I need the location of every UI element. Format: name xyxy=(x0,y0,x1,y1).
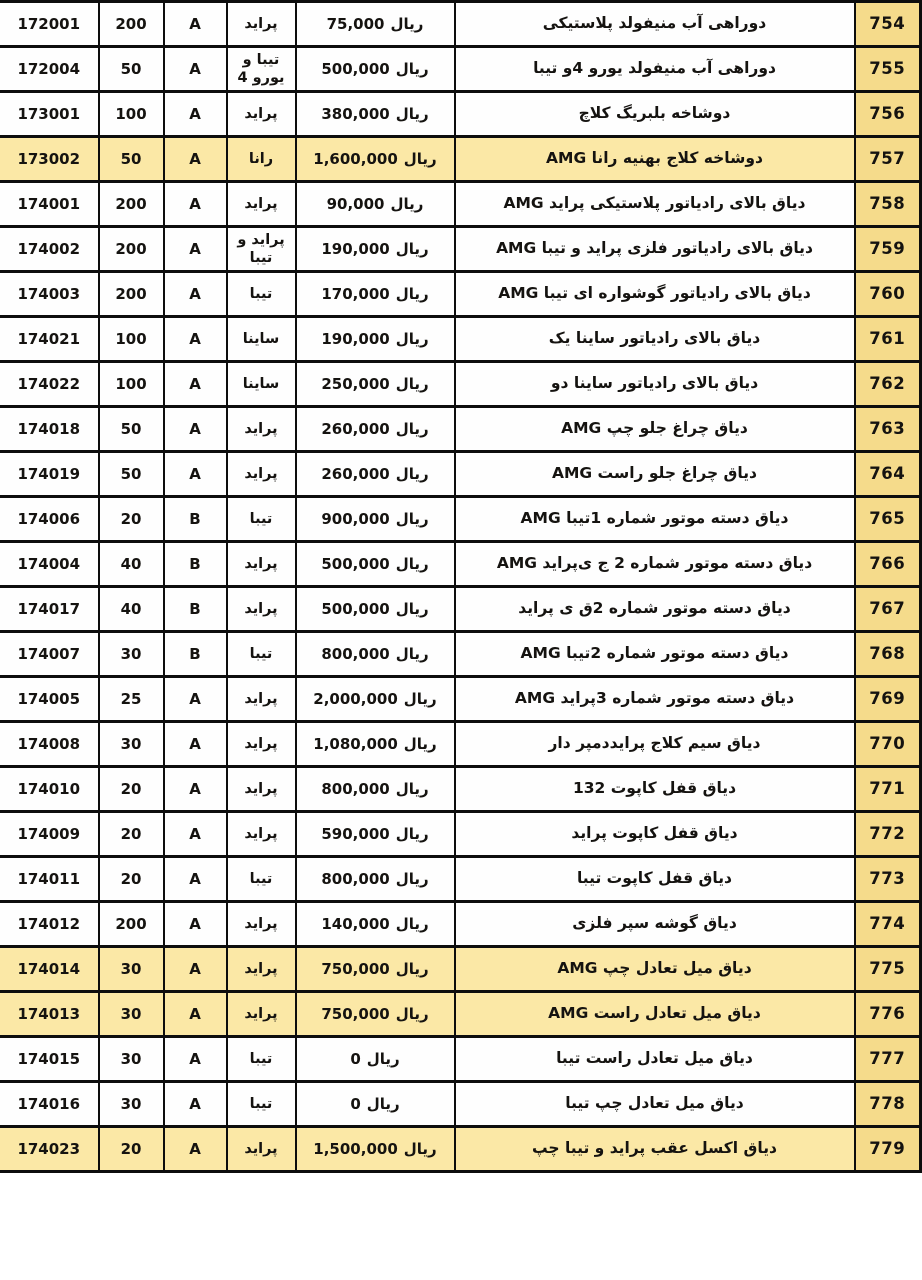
quantity-cell: 100 xyxy=(99,362,164,407)
product-description-cell: دیاق بالای رادیاتور ساینا یک xyxy=(455,317,855,362)
grade-cell: A xyxy=(164,362,227,407)
grade-cell: A xyxy=(164,317,227,362)
price-cell xyxy=(296,1037,455,1082)
currency-label: ریال xyxy=(395,509,429,528)
currency-label: ریال xyxy=(403,734,437,753)
product-description-cell: دیاق اکسل عقب پراید و تیبا چپ xyxy=(455,1127,855,1172)
grade-cell: B xyxy=(164,587,227,632)
currency-label: ریال xyxy=(403,689,437,708)
price-amount: 250,000 xyxy=(321,374,390,393)
product-description-cell: دیاق قفل کاپوت پراید xyxy=(455,812,855,857)
price-amount: 500,000 xyxy=(321,59,390,78)
car-model-cell: پراید xyxy=(227,767,296,812)
row-number-cell: 762 xyxy=(855,362,921,407)
quantity-cell: 30 xyxy=(99,1082,164,1127)
table-row xyxy=(0,767,921,812)
quantity-cell: 200 xyxy=(99,182,164,227)
price-cell xyxy=(296,587,455,632)
quantity-cell: 20 xyxy=(99,812,164,857)
product-description-cell: دیاق بالای رادیاتور گوشواره ای تیبا AMG xyxy=(455,272,855,317)
car-model-cell: تیبا xyxy=(227,497,296,542)
table-row xyxy=(0,1127,921,1172)
currency-label: ریال xyxy=(395,464,429,483)
table-row xyxy=(0,2,921,47)
quantity-cell: 50 xyxy=(99,452,164,497)
row-number-cell: 776 xyxy=(855,992,921,1037)
row-number-cell: 761 xyxy=(855,317,921,362)
product-code-cell: 172001 xyxy=(0,2,99,47)
product-code-cell: 174016 xyxy=(0,1082,99,1127)
price-cell xyxy=(296,812,455,857)
product-description-cell: دیاق دسته موتور شماره 2تیبا AMG xyxy=(455,632,855,677)
quantity-cell: 50 xyxy=(99,47,164,92)
product-code-cell: 173001 xyxy=(0,92,99,137)
price-amount: 500,000 xyxy=(321,554,390,573)
car-model-cell: تیبا xyxy=(227,272,296,317)
price-amount: 800,000 xyxy=(321,779,390,798)
table-row xyxy=(0,812,921,857)
product-code-cell: 174002 xyxy=(0,227,99,272)
price-cell xyxy=(296,902,455,947)
table-row xyxy=(0,1037,921,1082)
quantity-cell: 200 xyxy=(99,272,164,317)
currency-label: ریال xyxy=(395,644,429,663)
table-row xyxy=(0,272,921,317)
grade-cell: A xyxy=(164,137,227,182)
table-row xyxy=(0,47,921,92)
price-amount: 1,080,000 xyxy=(313,734,398,753)
currency-label: ریال xyxy=(395,284,429,303)
grade-cell: A xyxy=(164,452,227,497)
price-amount: 260,000 xyxy=(321,464,390,483)
currency-label: ریال xyxy=(403,1139,437,1158)
price-cell xyxy=(296,542,455,587)
currency-label: ریال xyxy=(395,1004,429,1023)
grade-cell: A xyxy=(164,272,227,317)
car-model-cell: تیبا xyxy=(227,632,296,677)
grade-cell: A xyxy=(164,857,227,902)
quantity-cell: 30 xyxy=(99,947,164,992)
product-code-cell: 174012 xyxy=(0,902,99,947)
price-cell xyxy=(296,47,455,92)
row-number-cell: 767 xyxy=(855,587,921,632)
table-row xyxy=(0,1082,921,1127)
car-model-cell: پراید xyxy=(227,902,296,947)
quantity-cell: 20 xyxy=(99,497,164,542)
product-code-cell: 174008 xyxy=(0,722,99,767)
product-description-cell: دوشاخه بلبریگ کلاچ xyxy=(455,92,855,137)
quantity-cell: 40 xyxy=(99,542,164,587)
car-model-cell: ساینا xyxy=(227,317,296,362)
grade-cell: A xyxy=(164,722,227,767)
product-code-cell: 174011 xyxy=(0,857,99,902)
row-number-cell: 770 xyxy=(855,722,921,767)
row-number-cell: 778 xyxy=(855,1082,921,1127)
currency-label: ریال xyxy=(395,374,429,393)
row-number-cell: 772 xyxy=(855,812,921,857)
car-model-cell: پراید xyxy=(227,407,296,452)
quantity-cell: 50 xyxy=(99,407,164,452)
row-number-cell: 774 xyxy=(855,902,921,947)
price-amount: 90,000 xyxy=(326,194,385,213)
row-number-cell: 763 xyxy=(855,407,921,452)
currency-label: ریال xyxy=(395,59,429,78)
currency-label: ریال xyxy=(395,554,429,573)
car-model-cell: تیبا xyxy=(227,857,296,902)
product-description-cell: دوشاخه کلاج بهنیه رانا AMG xyxy=(455,137,855,182)
product-code-cell: 174018 xyxy=(0,407,99,452)
grade-cell: B xyxy=(164,632,227,677)
product-description-cell: دیاق سیم کلاج پرایددمپر دار xyxy=(455,722,855,767)
price-amount: 190,000 xyxy=(321,329,390,348)
price-cell xyxy=(296,92,455,137)
grade-cell: A xyxy=(164,677,227,722)
product-description-cell: دوراهی آب منیفولد یورو 4و تیبا xyxy=(455,47,855,92)
price-amount: 1,600,000 xyxy=(313,149,398,168)
row-number-cell: 768 xyxy=(855,632,921,677)
price-cell xyxy=(296,947,455,992)
table-row xyxy=(0,362,921,407)
quantity-cell: 200 xyxy=(99,902,164,947)
price-amount: 170,000 xyxy=(321,284,390,303)
grade-cell: A xyxy=(164,992,227,1037)
product-code-cell: 174009 xyxy=(0,812,99,857)
currency-label: ریال xyxy=(403,149,437,168)
table-row xyxy=(0,542,921,587)
table-row xyxy=(0,902,921,947)
car-model-cell: پراید xyxy=(227,1127,296,1172)
price-amount: 0 xyxy=(350,1049,361,1068)
price-cell xyxy=(296,2,455,47)
product-description-cell: دیاق بالای رادیاتور ساینا دو xyxy=(455,362,855,407)
product-code-cell: 174015 xyxy=(0,1037,99,1082)
price-amount: 750,000 xyxy=(321,959,390,978)
currency-label: ریال xyxy=(395,869,429,888)
car-model-cell: تیبا xyxy=(227,1037,296,1082)
quantity-cell: 100 xyxy=(99,92,164,137)
table-row xyxy=(0,857,921,902)
table-row xyxy=(0,587,921,632)
table-body xyxy=(0,2,921,1172)
row-number-cell: 773 xyxy=(855,857,921,902)
product-code-cell: 174023 xyxy=(0,1127,99,1172)
quantity-cell: 50 xyxy=(99,137,164,182)
product-description-cell: دیاق قفل کاپوت تیبا xyxy=(455,857,855,902)
grade-cell: A xyxy=(164,47,227,92)
table-row xyxy=(0,632,921,677)
grade-cell: A xyxy=(164,1037,227,1082)
grade-cell: A xyxy=(164,407,227,452)
quantity-cell: 200 xyxy=(99,227,164,272)
product-code-cell: 173002 xyxy=(0,137,99,182)
car-model-cell: پراید xyxy=(227,182,296,227)
table-row xyxy=(0,992,921,1037)
quantity-cell: 20 xyxy=(99,767,164,812)
price-amount: 2,000,000 xyxy=(313,689,398,708)
price-cell xyxy=(296,677,455,722)
product-description-cell: دیاق چراغ جلو راست AMG xyxy=(455,452,855,497)
quantity-cell: 20 xyxy=(99,857,164,902)
currency-label: ریال xyxy=(395,104,429,123)
product-description-cell: دیاق میل تعادل چپ AMG xyxy=(455,947,855,992)
grade-cell: A xyxy=(164,902,227,947)
row-number-cell: 759 xyxy=(855,227,921,272)
product-code-cell: 174017 xyxy=(0,587,99,632)
row-number-cell: 777 xyxy=(855,1037,921,1082)
currency-label: ریال xyxy=(366,1049,400,1068)
price-cell xyxy=(296,1127,455,1172)
price-amount: 75,000 xyxy=(326,14,385,33)
grade-cell: A xyxy=(164,1082,227,1127)
car-model-cell: پراید xyxy=(227,812,296,857)
price-amount: 800,000 xyxy=(321,644,390,663)
quantity-cell: 30 xyxy=(99,632,164,677)
car-model-cell: پراید xyxy=(227,722,296,767)
table-row xyxy=(0,317,921,362)
product-description-cell: دیاق دسته موتور شماره 1تیبا AMG xyxy=(455,497,855,542)
price-cell xyxy=(296,362,455,407)
product-code-cell: 174006 xyxy=(0,497,99,542)
row-number-cell: 756 xyxy=(855,92,921,137)
grade-cell: A xyxy=(164,767,227,812)
product-code-cell: 174019 xyxy=(0,452,99,497)
table-row xyxy=(0,92,921,137)
product-description-cell: دیاق میل تعادل چپ تیبا xyxy=(455,1082,855,1127)
price-cell xyxy=(296,317,455,362)
row-number-cell: 758 xyxy=(855,182,921,227)
row-number-cell: 754 xyxy=(855,2,921,47)
price-cell xyxy=(296,272,455,317)
currency-label: ریال xyxy=(390,14,424,33)
product-code-cell: 174004 xyxy=(0,542,99,587)
product-description-cell: دیاق گوشه سپر فلزی xyxy=(455,902,855,947)
table-row xyxy=(0,722,921,767)
currency-label: ریال xyxy=(395,599,429,618)
table-row xyxy=(0,182,921,227)
product-description-cell: دیاق دسته موتور شماره 2 ج ی‌پراید AMG xyxy=(455,542,855,587)
product-description-cell: دیاق چراغ جلو چپ AMG xyxy=(455,407,855,452)
price-cell xyxy=(296,632,455,677)
product-description-cell: دیاق میل تعادل راست AMG xyxy=(455,992,855,1037)
row-number-cell: 779 xyxy=(855,1127,921,1172)
car-model-cell: پراید xyxy=(227,92,296,137)
table-row xyxy=(0,407,921,452)
row-number-cell: 769 xyxy=(855,677,921,722)
product-code-cell: 174003 xyxy=(0,272,99,317)
price-amount: 750,000 xyxy=(321,1004,390,1023)
quantity-cell: 25 xyxy=(99,677,164,722)
quantity-cell: 40 xyxy=(99,587,164,632)
price-cell xyxy=(296,227,455,272)
grade-cell: A xyxy=(164,227,227,272)
currency-label: ریال xyxy=(395,779,429,798)
quantity-cell: 20 xyxy=(99,1127,164,1172)
currency-label: ریال xyxy=(395,959,429,978)
product-description-cell: دیاق دسته موتور شماره 3پراید AMG xyxy=(455,677,855,722)
car-model-cell: تیبا و یورو 4 xyxy=(227,47,296,92)
row-number-cell: 766 xyxy=(855,542,921,587)
product-code-cell: 174010 xyxy=(0,767,99,812)
grade-cell: A xyxy=(164,92,227,137)
row-number-cell: 757 xyxy=(855,137,921,182)
price-cell xyxy=(296,767,455,812)
car-model-cell: پراید xyxy=(227,587,296,632)
product-code-cell: 174001 xyxy=(0,182,99,227)
currency-label: ریال xyxy=(395,824,429,843)
price-amount: 900,000 xyxy=(321,509,390,528)
table-row xyxy=(0,497,921,542)
grade-cell: A xyxy=(164,2,227,47)
quantity-cell: 30 xyxy=(99,992,164,1037)
price-amount: 0 xyxy=(350,1094,361,1113)
car-model-cell: رانا xyxy=(227,137,296,182)
row-number-cell: 775 xyxy=(855,947,921,992)
currency-label: ریال xyxy=(395,329,429,348)
row-number-cell: 755 xyxy=(855,47,921,92)
car-model-cell: پراید و تیبا xyxy=(227,227,296,272)
price-cell xyxy=(296,1082,455,1127)
table-row xyxy=(0,947,921,992)
product-code-cell: 174007 xyxy=(0,632,99,677)
product-code-cell: 174022 xyxy=(0,362,99,407)
row-number-cell: 764 xyxy=(855,452,921,497)
price-cell xyxy=(296,137,455,182)
grade-cell: A xyxy=(164,947,227,992)
currency-label: ریال xyxy=(366,1094,400,1113)
product-description-cell: دیاق بالای رادیاتور فلزی پراید و تیبا AMG xyxy=(455,227,855,272)
car-model-cell: پراید xyxy=(227,992,296,1037)
table-row xyxy=(0,137,921,182)
row-number-cell: 771 xyxy=(855,767,921,812)
price-amount: 800,000 xyxy=(321,869,390,888)
price-cell xyxy=(296,407,455,452)
currency-label: ریال xyxy=(390,194,424,213)
table-row xyxy=(0,227,921,272)
grade-cell: A xyxy=(164,182,227,227)
car-model-cell: پراید xyxy=(227,2,296,47)
currency-label: ریال xyxy=(395,914,429,933)
grade-cell: A xyxy=(164,1127,227,1172)
product-code-cell: 174021 xyxy=(0,317,99,362)
price-amount: 1,500,000 xyxy=(313,1139,398,1158)
product-description-cell: دیاق قفل کاپوت 132 xyxy=(455,767,855,812)
price-amount: 140,000 xyxy=(321,914,390,933)
product-code-cell: 172004 xyxy=(0,47,99,92)
product-description-cell: دوراهی آب منیفولد پلاستیکی xyxy=(455,2,855,47)
currency-label: ریال xyxy=(395,239,429,258)
price-cell xyxy=(296,182,455,227)
price-amount: 590,000 xyxy=(321,824,390,843)
price-amount: 190,000 xyxy=(321,239,390,258)
grade-cell: B xyxy=(164,497,227,542)
car-model-cell: ساینا xyxy=(227,362,296,407)
product-description-cell: دیاق بالای رادیاتور پلاستیکی پراید AMG xyxy=(455,182,855,227)
car-model-cell: پراید xyxy=(227,947,296,992)
price-amount: 500,000 xyxy=(321,599,390,618)
grade-cell: A xyxy=(164,812,227,857)
table-row xyxy=(0,452,921,497)
quantity-cell: 30 xyxy=(99,1037,164,1082)
table-row xyxy=(0,677,921,722)
row-number-cell: 765 xyxy=(855,497,921,542)
price-amount: 380,000 xyxy=(321,104,390,123)
price-cell xyxy=(296,452,455,497)
row-number-cell: 760 xyxy=(855,272,921,317)
currency-label: ریال xyxy=(395,419,429,438)
car-model-cell: پراید xyxy=(227,452,296,497)
product-code-cell: 174005 xyxy=(0,677,99,722)
price-cell xyxy=(296,992,455,1037)
quantity-cell: 30 xyxy=(99,722,164,767)
product-code-cell: 174014 xyxy=(0,947,99,992)
grade-cell: B xyxy=(164,542,227,587)
price-amount: 260,000 xyxy=(321,419,390,438)
price-cell xyxy=(296,497,455,542)
product-description-cell: دیاق دسته موتور شماره 2ق ی پراید xyxy=(455,587,855,632)
car-model-cell: پراید xyxy=(227,542,296,587)
product-code-cell: 174013 xyxy=(0,992,99,1037)
car-model-cell: تیبا xyxy=(227,1082,296,1127)
price-cell xyxy=(296,857,455,902)
car-model-cell: پراید xyxy=(227,677,296,722)
quantity-cell: 200 xyxy=(99,2,164,47)
product-description-cell: دیاق میل تعادل راست تیبا xyxy=(455,1037,855,1082)
quantity-cell: 100 xyxy=(99,317,164,362)
price-cell xyxy=(296,722,455,767)
